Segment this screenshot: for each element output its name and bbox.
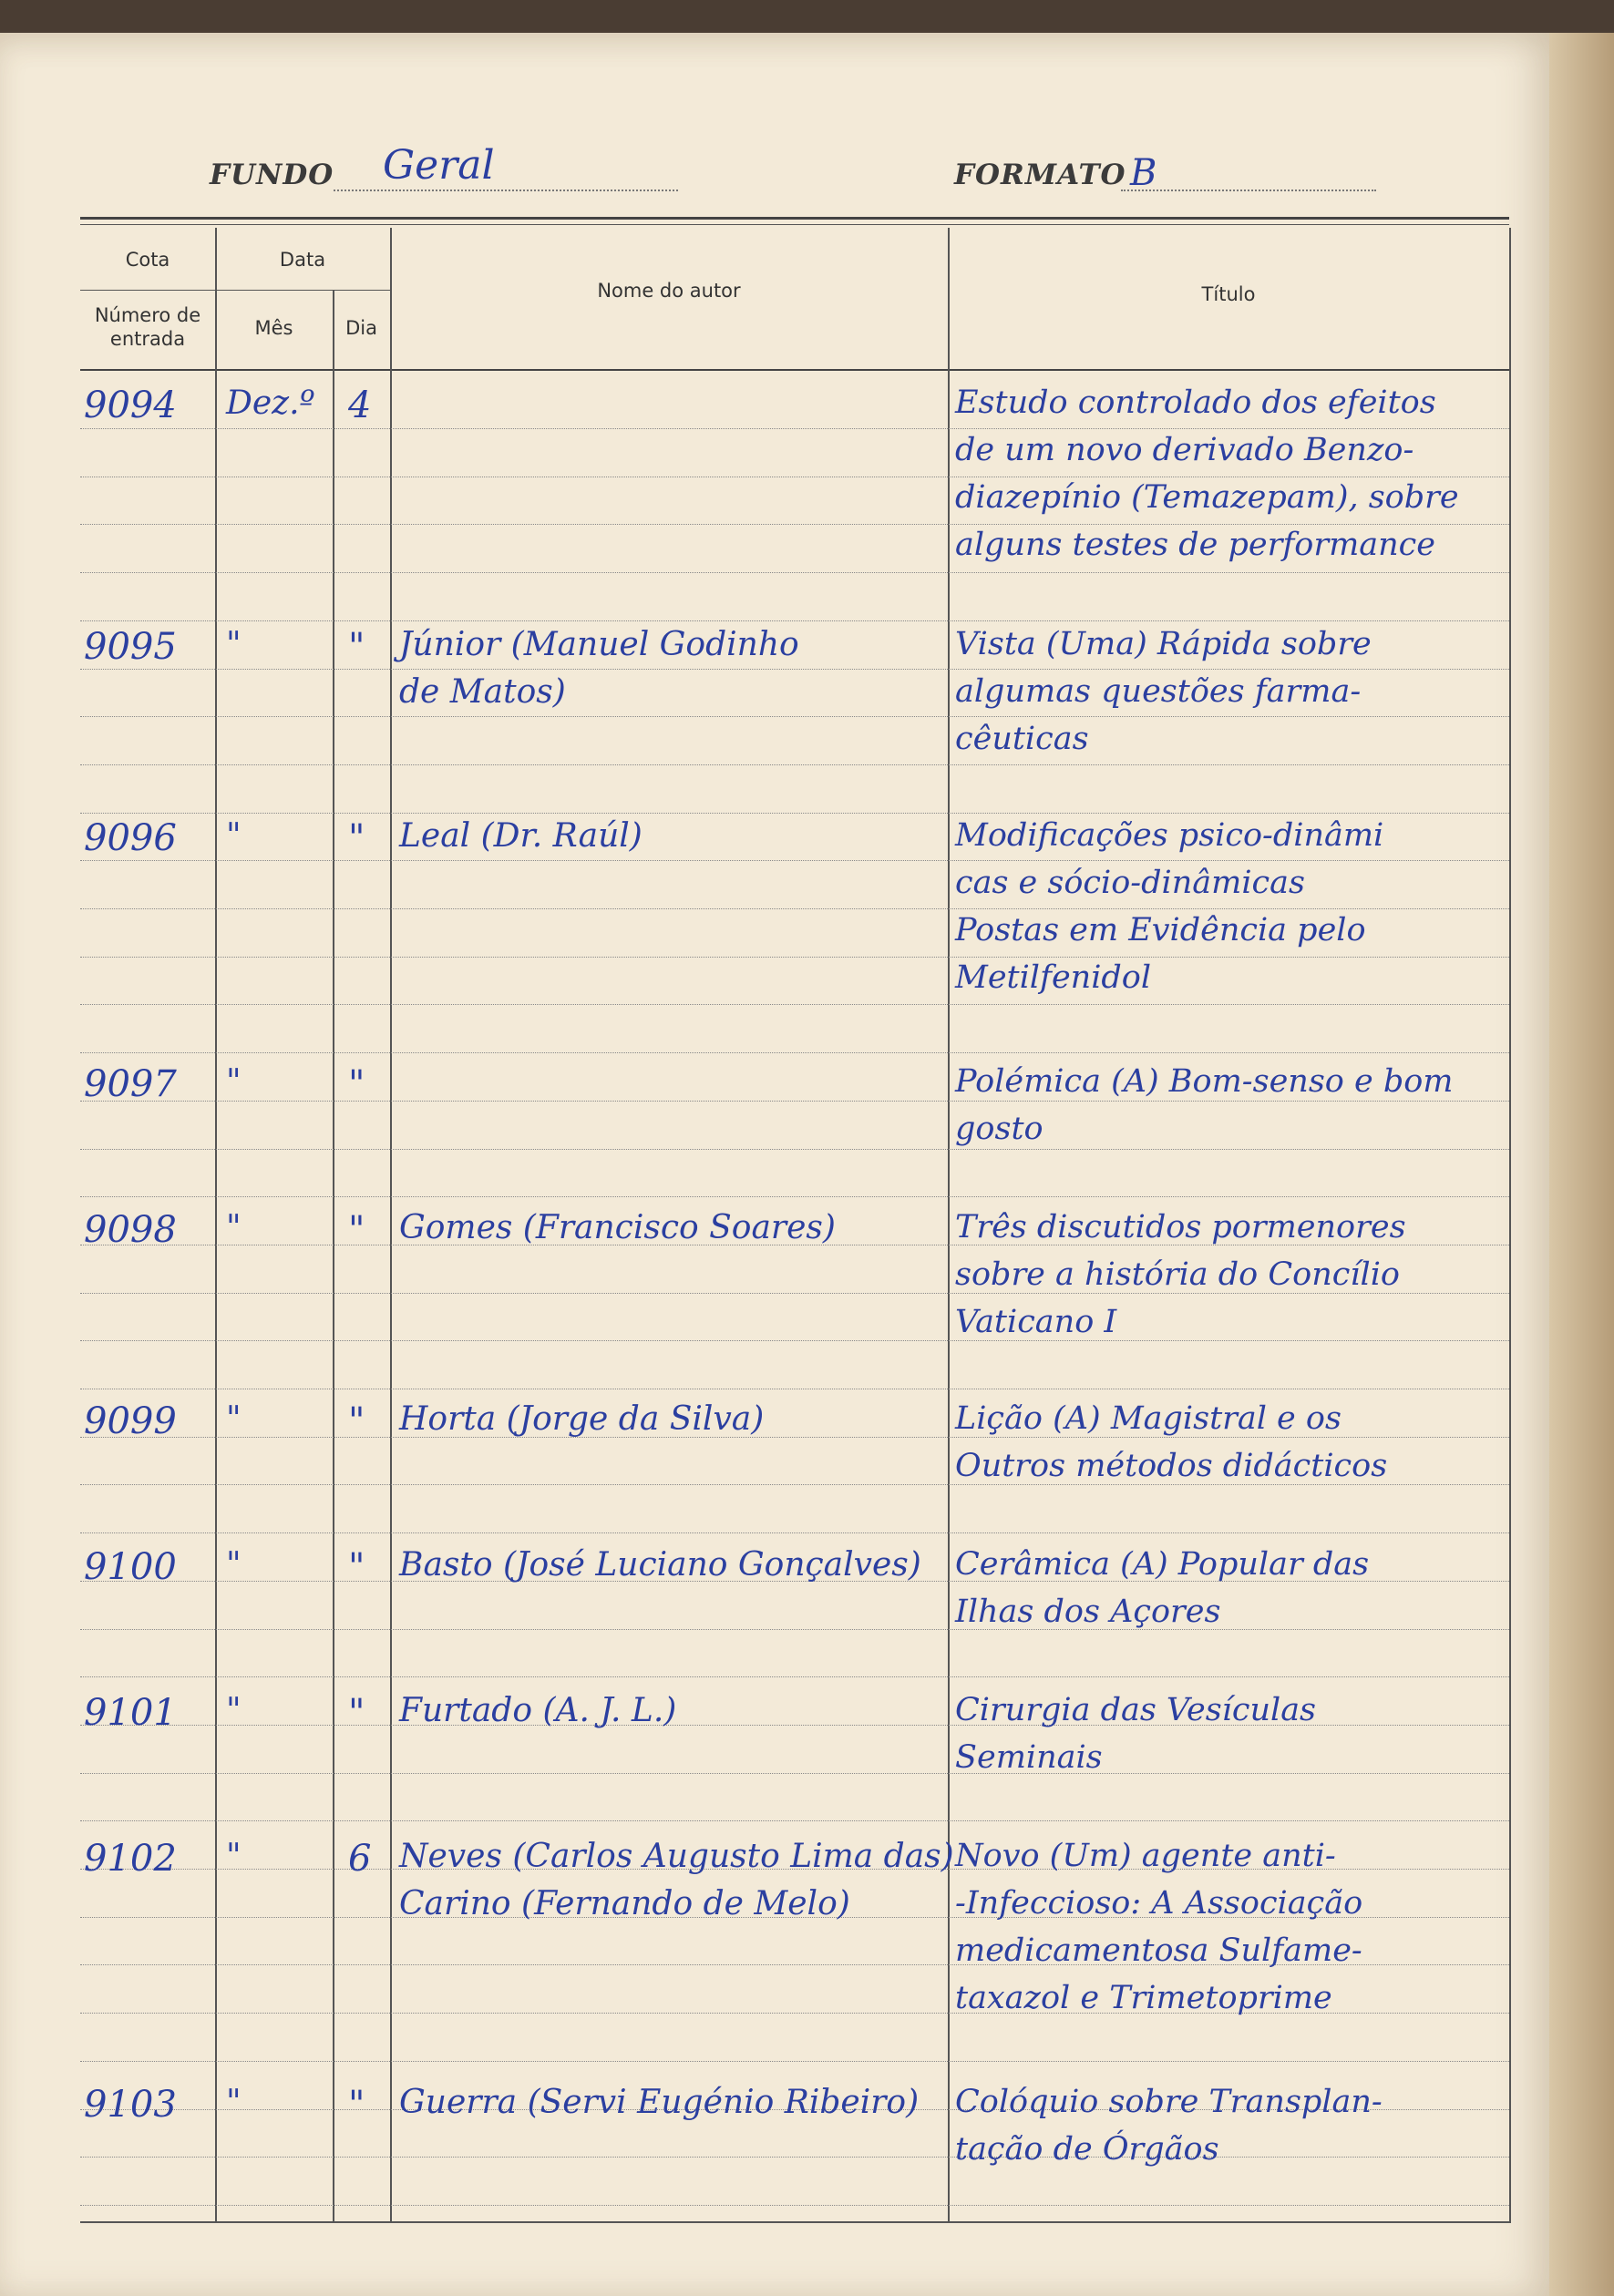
entry-month: " (226, 817, 242, 855)
entry-title-line: Lição (A) Magistral e os (955, 1400, 1342, 1437)
ruled-line (80, 957, 1509, 958)
entry-title-line: cas e sócio-dinâmicas (955, 865, 1305, 901)
entry-title-line: Estudo controlado dos efeitos (955, 384, 1436, 421)
table-top-rule (80, 217, 1509, 220)
entry-day: " (348, 1063, 365, 1105)
header-divider (80, 290, 390, 291)
ruled-line (80, 428, 1509, 429)
ruled-line (80, 572, 1509, 573)
entry-month: " (226, 1546, 242, 1584)
ruled-line (80, 1101, 1509, 1102)
entry-title-line: Vista (Uma) Rápida sobre (955, 626, 1372, 662)
col-header-mes: Mês (254, 317, 293, 339)
col-header-cota: Cota (125, 249, 170, 271)
col-header-dia: Dia (345, 317, 377, 339)
entry-title-line: gosto (955, 1111, 1043, 1147)
ruled-line (80, 764, 1509, 765)
entry-day: " (348, 2084, 365, 2126)
entry-day: " (348, 626, 365, 668)
entry-author-line: Neves (Carlos Augusto Lima das) (399, 1838, 954, 1875)
entry-day: 4 (348, 384, 372, 426)
entry-number: 9095 (84, 626, 177, 668)
entry-title-line: -Infeccioso: A Associação (955, 1885, 1363, 1922)
ruled-line (80, 813, 1509, 814)
page-edge (1549, 33, 1614, 2296)
col-header-data: Data (279, 249, 326, 271)
fundo-value: Geral (383, 142, 495, 189)
col-line-4 (948, 228, 950, 2223)
ruled-line (80, 1004, 1509, 1005)
entry-month: " (226, 626, 242, 663)
ruled-line (80, 1773, 1509, 1774)
entry-day: " (348, 1209, 365, 1251)
entry-day: " (348, 1546, 365, 1588)
ruled-line (80, 1196, 1509, 1197)
ruled-line (80, 2061, 1509, 2062)
entry-title-line: Colóquio sobre Transplan- (955, 2084, 1383, 2120)
ruled-line (80, 1484, 1509, 1485)
entry-number: 9098 (84, 1209, 177, 1251)
col-header-numero-entrada: Número de entrada (94, 304, 201, 351)
ruled-line (80, 620, 1509, 621)
ruled-line (80, 716, 1509, 717)
entry-author-line: Carino (Fernando de Melo) (399, 1885, 850, 1922)
entry-title-line: Três discutidos pormenores (955, 1209, 1406, 1245)
entry-author-line: Guerra (Servi Eugénio Ribeiro) (399, 2084, 920, 2121)
table-top-rule-2 (80, 224, 1509, 225)
entry-title-line: cêuticas (955, 721, 1089, 757)
entry-month: " (226, 2084, 242, 2121)
ruled-line (80, 1052, 1509, 1053)
entry-title-line: Postas em Evidência pelo (955, 912, 1366, 948)
formato-dotted-line (1121, 190, 1376, 191)
entry-month: Dez.º (226, 384, 315, 422)
header-bottom-rule (80, 369, 1509, 371)
entry-author-line: Horta (Jorge da Silva) (399, 1400, 765, 1438)
col-header-titulo: Título (1201, 283, 1256, 305)
entry-day: " (348, 1692, 365, 1734)
col-line-3 (390, 228, 392, 2223)
entry-title-line: Polémica (A) Bom-senso e bom (955, 1063, 1454, 1100)
entry-title-line: Cirurgia das Vesículas (955, 1692, 1317, 1728)
entry-number: 9099 (84, 1400, 177, 1442)
entry-author-line: Júnior (Manuel Godinho (399, 626, 799, 663)
formato-label: FORMATO (954, 159, 1126, 191)
entry-title-line: medicamentosa Sulfame- (955, 1932, 1362, 1969)
entry-number: 9097 (84, 1063, 177, 1105)
col-line-1 (215, 228, 217, 2223)
entry-author-line: Gomes (Francisco Soares) (399, 1209, 836, 1246)
entry-title-line: algumas questões farma- (955, 673, 1362, 710)
formato-value: B (1130, 152, 1157, 194)
entry-number: 9103 (84, 2084, 177, 2126)
ruled-line (80, 1340, 1509, 1341)
entry-number: 9101 (84, 1692, 177, 1734)
ruled-line (80, 1820, 1509, 1821)
entry-title-line: Outros métodos didácticos (955, 1448, 1388, 1484)
ruled-line (80, 1629, 1509, 1630)
entry-title-line: Ilhas dos Açores (955, 1594, 1221, 1630)
ruled-line (80, 2157, 1509, 2158)
entry-number: 9100 (84, 1546, 177, 1588)
entry-title-line: taxazol e Trimetoprime (955, 1980, 1332, 2016)
entry-title-line: de um novo derivado Benzo- (955, 432, 1414, 468)
entry-title-line: sobre a história do Concílio (955, 1256, 1401, 1293)
entry-day: 6 (348, 1838, 372, 1880)
entry-number: 9102 (84, 1838, 177, 1880)
col-line-2 (333, 290, 334, 2223)
entry-author-line: de Matos) (399, 673, 566, 711)
ruled-line (80, 669, 1509, 670)
fundo-label: FUNDO (210, 159, 334, 191)
entry-month: " (226, 1209, 242, 1246)
ruled-line (80, 524, 1509, 525)
table-bottom-rule (80, 2221, 1509, 2223)
entry-title-line: Vaticano I (955, 1304, 1117, 1340)
ruled-line (80, 1676, 1509, 1677)
entry-title-line: alguns testes de performance (955, 527, 1435, 563)
ruled-line (80, 2205, 1509, 2206)
entry-day: " (348, 1400, 365, 1442)
entry-title-line: tação de Órgãos (955, 2131, 1219, 2168)
entry-author-line: Furtado (A. J. L.) (399, 1692, 677, 1729)
entry-title-line: Novo (Um) agente anti- (955, 1838, 1336, 1874)
scan-top-edge (0, 0, 1614, 36)
entry-month: " (226, 1838, 242, 1875)
ruled-line (80, 1149, 1509, 1150)
entry-author-line: Basto (José Luciano Gonçalves) (399, 1546, 921, 1584)
col-line-5 (1509, 228, 1511, 2223)
entry-title-line: diazepínio (Temazepam), sobre (955, 479, 1459, 516)
entry-title-line: Metilfenidol (955, 959, 1152, 996)
ruled-line (80, 860, 1509, 861)
entry-month: " (226, 1400, 242, 1438)
entry-number: 9096 (84, 817, 177, 859)
entry-title-line: Seminais (955, 1739, 1103, 1776)
fundo-dotted-line (334, 190, 678, 191)
entry-month: " (226, 1063, 242, 1101)
ruled-line (80, 1532, 1509, 1533)
ruled-line (80, 908, 1509, 909)
entry-month: " (226, 1692, 242, 1729)
col-header-nome-autor: Nome do autor (597, 280, 741, 302)
entry-title-line: Cerâmica (A) Popular das (955, 1546, 1370, 1583)
entry-number: 9094 (84, 384, 177, 426)
entry-day: " (348, 817, 365, 859)
entry-author-line: Leal (Dr. Raúl) (399, 817, 643, 855)
entry-title-line: Modificações psico-dinâmi (955, 817, 1384, 854)
